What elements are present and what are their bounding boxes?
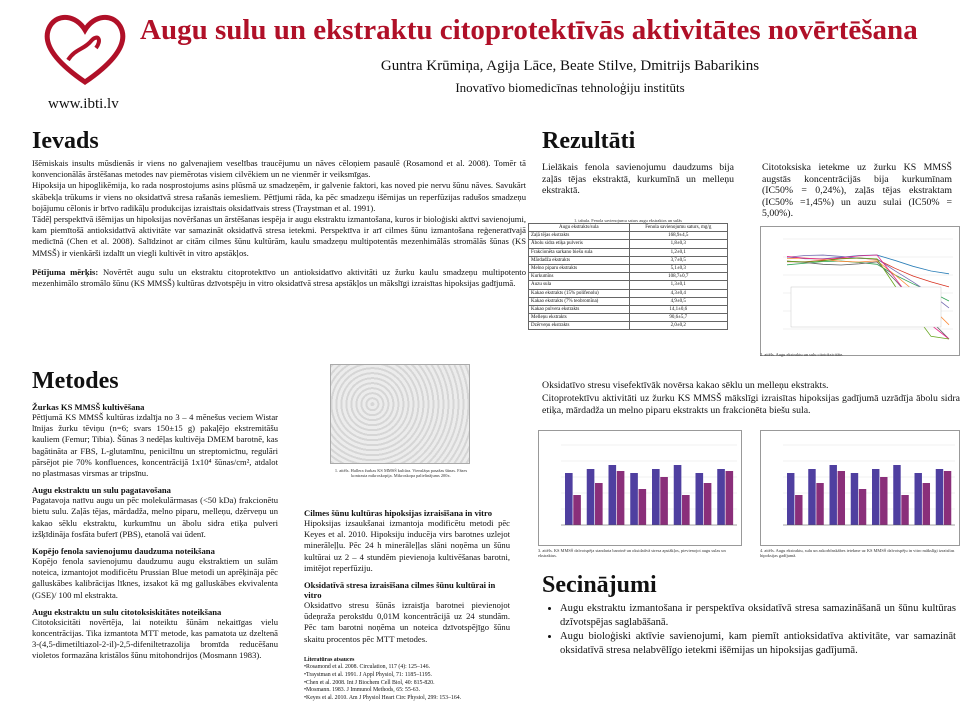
- table-cell: Kakao ekstrakts (7% teobromīna): [529, 297, 630, 305]
- institute: Inovatīvo biomedicīnas tehnoloģiju institūts: [455, 80, 685, 95]
- method-title-1: Žurkas KS MMSŠ kultivēšana: [32, 402, 145, 412]
- bar: [808, 469, 815, 525]
- phenol-table-block: [528, 218, 728, 330]
- bar: [880, 477, 887, 525]
- table-row: [529, 256, 728, 264]
- bar: [915, 473, 922, 525]
- hypoxia-bars: [761, 431, 961, 547]
- table-cell: 3,7±0,5: [629, 256, 727, 264]
- bar: [830, 465, 837, 525]
- ibti-logo: [40, 10, 130, 90]
- table-cell: 168,9±4,5: [629, 232, 727, 240]
- ievads-p2: Hipoksija un hipoglikēmija, ko rada nosprostojums asins plūsmā uz smadzeņēm, ir galvenie faktori, kas noved pie nervu šūnu nāves. Savukārt skābekļa trūkums ir viens no oksidatīvā stresa rašanās iemesliem. Pētījumi rāda, ka pēc smadzeņu išēmijas un reperfūzijas radušos smadzeņu bojājumu cēlonis ir brīvo radikāļu produkcijas izraisītais oksidatīvais stress (Traystman et al. 1991).: [32, 180, 526, 213]
- table-cell: Kurkumīns: [529, 273, 630, 281]
- bar: [674, 465, 682, 525]
- bar: [816, 483, 823, 525]
- table-row: [529, 248, 728, 256]
- metodes-left-column: [32, 402, 278, 662]
- conclusion-item: • Augu bioloģiski aktīvie savienojumi, kam piemīt antioksidatīva aktivitāte, var samazināt oksidatīvā stresa nelabvēlīgo ietekmi išēmijas un hipoksijas gadījumā.: [560, 630, 956, 658]
- bar: [587, 469, 595, 525]
- method-title-6: Oksidatīvā stresa izraisīšana cilmes šūnu kultūrai in vitro: [304, 580, 496, 601]
- results-text-3: Oksidatīvo stresu visefektīvāk novērsa kakao sēklu un melleņu ekstrakts.: [542, 380, 829, 391]
- method-title-5: Cilmes šūnu kultūras hipoksijas izraisīšana in vitro: [304, 508, 492, 518]
- table-header: Fenola savienojumu saturs, mg/g: [629, 224, 727, 232]
- method-title-3: Kopējo fenola savienojumu daudzuma noteikšana: [32, 546, 215, 557]
- cytotoxicity-chart: [760, 226, 960, 356]
- reference-item: •Traystman et al. 1991. J Appl Physiol, 71: 1185–1195.: [304, 672, 432, 679]
- bar: [682, 495, 690, 525]
- ievads-p1: Išēmiskais insults mūsdienās ir viens no galvenajiem veselības traucējumu un nāves cēloņiem pasaulē (Rosamond et al. 2008). Tomēr tā konvencionālās ārstēšanas metodes nav piemērotas visiem cilvēkiem un ne vienmēr ir veiksmīgas.: [32, 158, 526, 180]
- bar: [838, 471, 845, 525]
- table-cell: 4,3±0,4: [629, 289, 727, 297]
- table-row: [529, 281, 728, 289]
- ievads-section: [32, 158, 526, 289]
- bar: [609, 465, 617, 525]
- table-cell: Kakao ekstrakts (15% polifenolu): [529, 289, 630, 297]
- table-row: [529, 305, 728, 313]
- table-cell: Melleņu ekstrakts: [529, 314, 630, 322]
- table-cell: Kakao pulvera ekstrakts: [529, 305, 630, 313]
- goal-text: Novērtēt augu sulu un ekstraktu citoprotektīvo un antioksidatīvo aktivitāti uz žurku kaulu smadzeņu multipotento mezenhimālo stromālo šūnu (KS MMSŠ) kultūras dzīvotspēju in vitro oksidatīvā stresa apstākļos un mākslīgi izraisītas hipoksijas gadījumā.: [32, 266, 526, 289]
- authors: Guntra Krūmiņa, Agija Lāce, Beate Stilve, Dmitrijs Babarikins: [380, 58, 760, 74]
- reference-item: •Keyes et al. 2010. Am J Physiol Heart Circ Physiol, 299: 153–164.: [304, 694, 462, 701]
- table-cell: Dzērveņu ekstrakts: [529, 322, 630, 330]
- reference-item: •Rosamond et al. 2008. Circulation, 117 (4): 125–146.: [304, 664, 430, 671]
- cell-culture-micrograph: [330, 364, 470, 464]
- table-cell: Zaļā tējas ekstrakts: [529, 232, 630, 240]
- table-cell: Melno piparu ekstrakts: [529, 264, 630, 272]
- method-text-1: Pētījumā KS MMSŠ kultūras izdalīja no 3 – 4 mēnešus veciem Wistar līnijas žurku tēviņu (n=6; svars 150±15 g) pakaļējo ekstremitāšu kauliem (Femur; Tibia). Šūnas 3 nedēļas kultivēja DMEM barotnē, kas bagātināta ar FBS, L-glutamīnu, penicilīnu un streptomicīnu, regulāri pārsējot pie 70% konfluences, koncentrācijā 1x10⁴ šūnas/cm², atdalot no plastmasas virsmas ar tripsīnu.: [32, 412, 278, 479]
- table-row: [529, 314, 728, 322]
- oxidative-stress-bars: [539, 431, 743, 547]
- research-goal: [32, 267, 526, 289]
- table-cell: Auzu sula: [529, 281, 630, 289]
- table-cell: 1,2±0,1: [629, 248, 727, 256]
- table-row: [529, 273, 728, 281]
- bar: [893, 465, 900, 525]
- micrograph-caption: 1. attēls. Hallera žurkas KS MMSŠ kultūra. Vienslāņa pasažas šūnas. Fāzes kontrasta mikroskopija. Mikroskopa palielinājums 200x.: [334, 468, 468, 478]
- rezultati-heading: Rezultāti: [542, 128, 636, 154]
- method-title-4: Augu ekstraktu un sulu citotoksiskitātes noteikšana: [32, 606, 222, 617]
- phenol-table: [528, 223, 728, 330]
- bar: [936, 469, 943, 525]
- table-row: [529, 240, 728, 248]
- table-header: Augu ekstrakts/sula: [529, 224, 630, 232]
- goal-label: Pētījuma mērķis:: [32, 266, 99, 277]
- method-title-2: Augu ekstraktu un sulu pagatavošana: [32, 485, 171, 496]
- conclusion-item: • Augu ekstraktu izmantošana ir perspektīva oksidatīvā stresa samazināšanā un šūnu kultūras dzīvotspējas saglabāšanā.: [560, 602, 956, 630]
- results-text-1: Lielākais fenola savienojumu daudzums bija zaļās tējas ekstraktā, kurkumīnā un melleņu ekstraktā.: [542, 162, 734, 197]
- bar: [595, 483, 603, 525]
- cytotoxicity-lines: [761, 227, 961, 357]
- results-text-2: Citotoksiska ietekme uz žurku KS MMSŠ augstās koncentrācijās bija kurkumīnam (IC50% = 0,24%), zaļās tējas ekstraktam (IC50% =1,45%) un auzu sulai (IC50% = 5,00%).: [762, 162, 952, 220]
- results-text-4: Citoprotektīvu aktivitāti uz žurku KS MMSŠ mākslīgi izraisītas hipoksijas gadījumā uzrādīja ābolu sidra etiķa, mārdadža un melno piparu ekstrakts un frakcionēta biešu sula.: [542, 393, 960, 416]
- legend-box: [791, 287, 941, 327]
- series-line: [787, 255, 949, 274]
- bar: [652, 469, 660, 525]
- table-row: [529, 232, 728, 240]
- conclusions-list: [546, 602, 956, 658]
- table-row: [529, 264, 728, 272]
- bar: [617, 471, 625, 525]
- table-cell: Ābolu sidra etiķa pulveris: [529, 240, 630, 248]
- bar: [660, 477, 668, 525]
- table-cell: 14,1±0,6: [629, 305, 727, 313]
- table-cell: 4,9±0,5: [629, 297, 727, 305]
- bar: [639, 489, 647, 525]
- method-text-5: Hipoksijas izsaukšanai izmantoja modificētu metodi pēc Keyes et al. 2010. Hipoksiju inducēja virs barotnes uzlejot minerāleļļu. Pēc 24 h minerāleļļas slāni noņēma un šūnu kultūrai uz 2 – 4 stundēm pievienoja kultivēšanas barotni, imitējot reperfūziju.: [304, 518, 510, 573]
- bar: [859, 489, 866, 525]
- references-title: Literatūras atsauces: [304, 656, 355, 663]
- ievads-p3: Tādēļ perspektīvā išēmijas un hipoksijas novēršanas un ārstēšanas iespēja ir augu ekstraktu izmantošana, kuros ir bioloģiski aktīvi savienojumi, kam piemītošā antioksidatīvā aktivitāte var samazināt oksidatīvā stresa ietekmi. Perspektīva ir arī cilmes šūnu izmantošana reģeneratīvajā medicīnā (Chen et al. 2008). Salīdzinot ar citām cilmes šūnu kultūrām, kaulu smadzeņu multipotentās mezenhimālās stromālās šūnas (KS MMSŠ) ir vienkārši izdalīt un viegli kultivēt in vitro apstākļos.: [32, 214, 526, 258]
- poster-title: Augu sulu un ekstraktu citoprotektīvās aktivitātes novērtēšana: [140, 14, 918, 46]
- table-cell: Frakcionēta sarkano biešu sula: [529, 248, 630, 256]
- bar: [717, 469, 725, 525]
- secinajumi-heading: Secinājumi: [542, 572, 657, 598]
- bar: [565, 473, 573, 525]
- metodes-heading: Metodes: [32, 368, 119, 394]
- table-caption: 1. tabula. Fenola savienojumu saturs augu ekstraktos un sulās: [573, 218, 683, 223]
- bar: [872, 469, 879, 525]
- hypoxia-chart: [760, 430, 960, 546]
- bar: [787, 473, 794, 525]
- table-row: [529, 297, 728, 305]
- table-cell: 5,1±0,3: [629, 264, 727, 272]
- chart4-caption: 4. attēls. Augu ekstraktu, sulu un askorbīnskābes ietekme uz KS MMSŠ dzīvotspēju in vitro mākslīgi izraisītas hipoksijas gadījumā.: [760, 548, 955, 558]
- bar: [901, 495, 908, 525]
- chart2-caption: 2. attēls. Augu ekstraktu un sulu citotoksicitāte.: [760, 352, 844, 357]
- method-text-2: Pagatavoja natīvu augu un pēc molekulārmasas (<50 kDa) frakcionētu bietu sulu. Zaļās tējas, mārdadža, melno piparu, melleņu, dzērveņu un kakao sēklu ekstraktu, kurkumīnu un ābolu sidra etiķa pulveri izšķīdināja fosfāta buferī (PBS), etanolā vai ūdenī.: [32, 495, 278, 539]
- table-cell: 90,6±5,7: [629, 314, 727, 322]
- reference-item: •Chen et al. 2008. Int J Biochem Cell Biol, 40: 815-820.: [304, 679, 435, 686]
- bar: [704, 483, 712, 525]
- bar: [630, 473, 638, 525]
- table-row: [529, 289, 728, 297]
- bar: [851, 473, 858, 525]
- oxidative-stress-chart: [538, 430, 742, 546]
- metodes-mid-column: [304, 508, 510, 702]
- table-cell: 1,3±0,1: [629, 281, 727, 289]
- table-cell: 108,7±0,7: [629, 273, 727, 281]
- references: [304, 657, 510, 703]
- bar: [795, 495, 802, 525]
- ievads-heading: Ievads: [32, 128, 99, 154]
- method-text-4: Citotoksicitāti novērtēja, lai noteiktu šūnām nekaitīgas vielu koncentrācijas. Tika izmantota MTT metode, kas pamatota uz dzeltenā 3-(4,5-dimetiltiazol-2-il)-2,5-difeniltetrazolija bromīda reducēšanu violetos formazāna kristālos šūnu mitohondrijos (Mosmann 1983).: [32, 616, 278, 661]
- table-cell: 1,8±0,3: [629, 240, 727, 248]
- website-link[interactable]: www.ibti.lv: [48, 96, 119, 112]
- chart3-caption: 3. attēls. KS MMSŠ dzīvotspēja standarta barotnē un oksidatīvā stresa apstākļos, pievienojot augu sulas un ekstraktus.: [538, 548, 726, 558]
- table-row: [529, 322, 728, 330]
- bar: [573, 495, 581, 525]
- reference-item: •Mosmann. 1983. J Immunol Methods, 65: 55-63.: [304, 687, 421, 694]
- method-text-6: Oksidatīvo stresu šūnās izraisīja barotnei pievienojot ūdeņraža peroksīdu 0,01M koncentrācijā uz 24 stundām. Pēc tam barotni noņēma un noteica dzīvotspējīgo šūnu skaitu procentos pēc MTT metodes.: [304, 600, 510, 644]
- bar: [923, 483, 930, 525]
- table-cell: 2,0±0,2: [629, 322, 727, 330]
- bar: [726, 471, 734, 525]
- bar: [696, 473, 704, 525]
- table-cell: Mārdadža ekstrakts: [529, 256, 630, 264]
- bar: [944, 471, 951, 525]
- method-text-3: Kopējo fenola savienojumu daudzumu augu ekstraktiem un sulām noteica, izmantojot modificētu Prussian Blue metodi un aprēķināja pēc galluskābes kalibrācijas līknes, izsakot kā mg galluskābes ekvivalenta (GSE)/ 100 ml ekstrakta.: [32, 556, 278, 600]
